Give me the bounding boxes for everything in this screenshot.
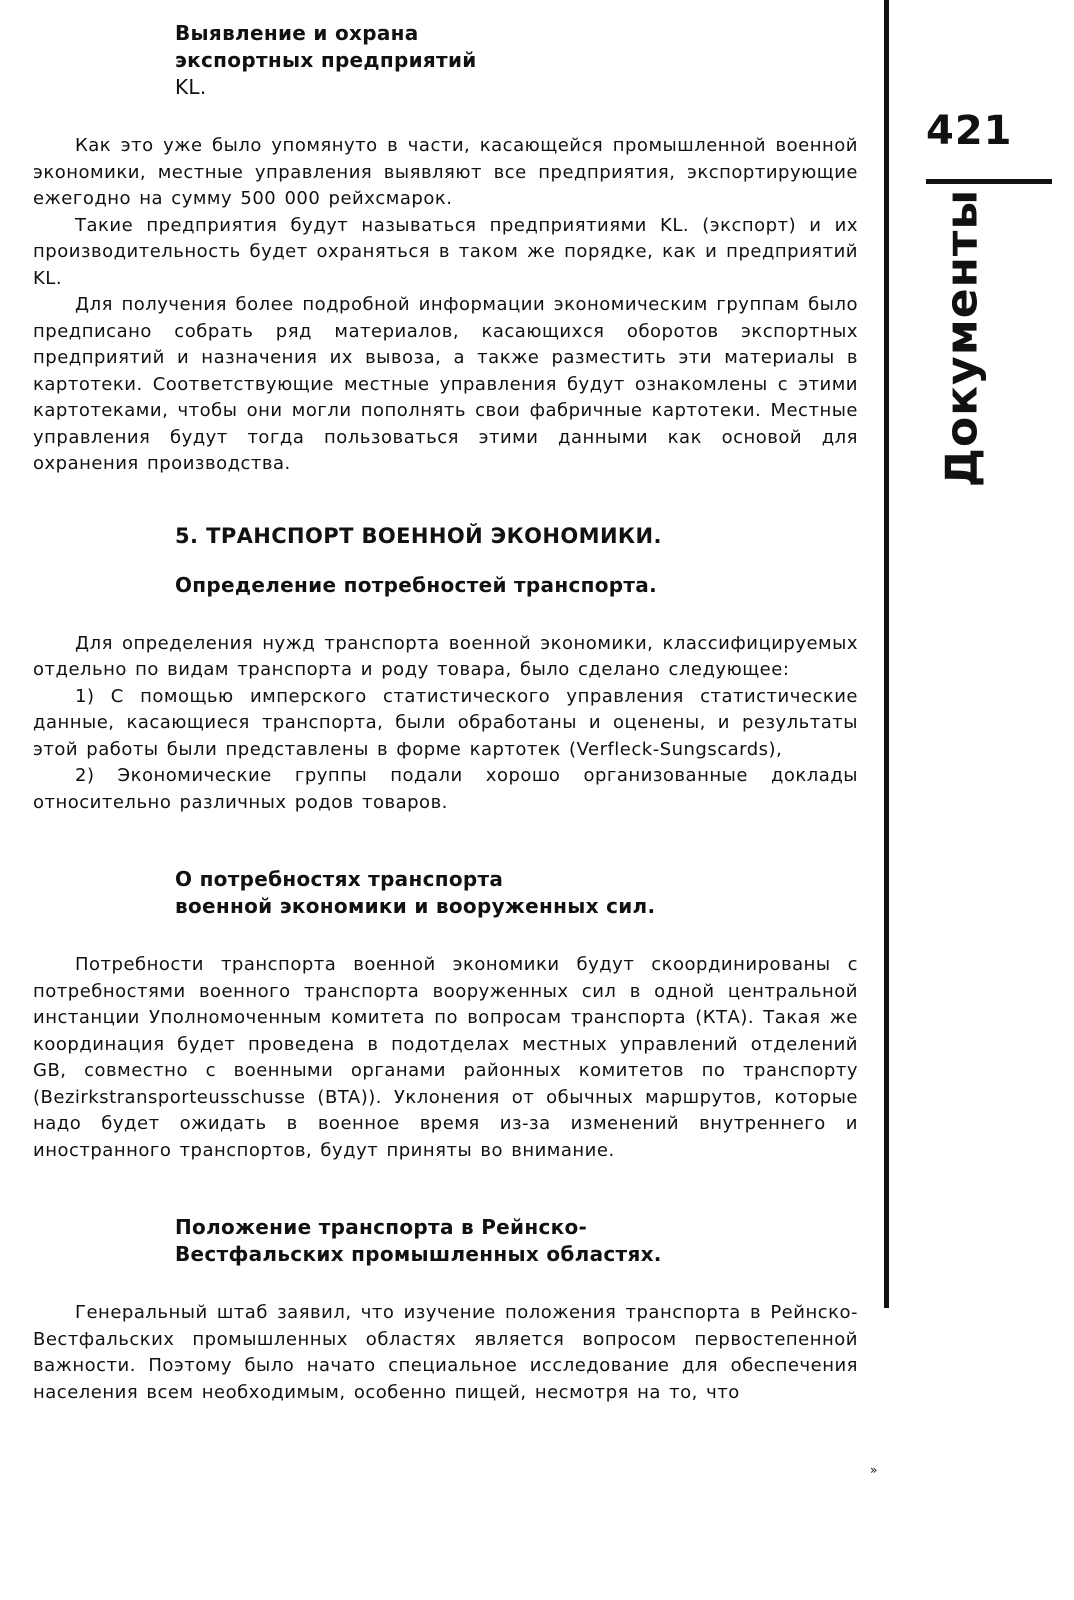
page-number: 421 [926,108,1013,154]
main-text-column [33,20,858,1406]
heading-line: О потребностях транспорта [175,867,504,891]
section-heading-export [175,20,858,101]
heading-line: Вестфальских промышленных областях. [175,1242,662,1266]
section-title-transport: 5. ТРАНСПОРТ ВОЕННОЙ ЭКОНОМИКИ. [175,523,662,548]
heading-line [175,47,858,101]
heading-line: Выявление и охрана [175,21,419,45]
paragraph: Для получения более подробной информации экономическим группам было предписано собрать ряд материалов, касающихся оборотов экспортных предприятий и назначения их вывоза, а также разместить эти материалы в картотеки. Соответствующие местные управления будут ознакомлены с этими картотеками, чтобы они могли пополнять свои фабричные картотеки. Местные управления будут тогда пользоваться этими данными как основой для охранения производства. [33,294,858,474]
section-side-label: Документы [936,188,988,488]
page-number-underline [926,179,1052,184]
subsection-heading-coordination [175,866,858,920]
heading-line: Положение транспорта в Рейнско- [175,1215,588,1239]
paragraph: Потребности транспорта военной экономики будут скоординированы с потребностями военного транспорта вооруженных сил в одной центральной инстанции Уполномоченным комитета по вопросам транспорта (КТА). Такая же координация будет проведена в подотделах местных управлений отделений GB, совместно с военными органами районных комитетов по транспорту (Bezirkstransporteusschusse (BTA)). Уклонения от обычных маршрутов, которые надо будет ожидать в военное время из-за изменений внутреннего и иностранного транспортов, будут приняты во внимание. [33,954,858,1161]
subsection-heading-needs: Определение потребностей транспорта. [175,572,657,597]
paragraph: Генеральный штаб заявил, что изучение положения транспорта в Рейнско-Вестфальских промышленных областях является вопросом первостепенной важности. Поэтому было начато специальное исследование для обеспечения населения всем необходимым, особенно пищей, несмотря на то, что [33,1302,858,1403]
margin-vertical-rule [884,0,889,1308]
paragraph: Такие предприятия будут называться предприятиями KL. (экспорт) и их производительность будет охраняться в таком же порядке, как и предприятий KL. [33,214,858,289]
paragraph: Для определения нужд транспорта военной экономики, классифицируемых отдельно по видам транспорта и роду товара, было сделано следующее: [33,632,858,680]
margin-mark: » [870,1463,878,1477]
heading-line: военной экономики и вооруженных сил. [175,894,656,918]
heading-plain-part: KL. [175,75,207,99]
subsection-heading-rhine-westphalia [175,1214,858,1268]
list-item: 1) С помощью имперского статистического управления статистические данные, касающиеся транспорта, были обработаны и оценены, и результаты этой работы были представлены в форме картотек (Verfleck-Sungscards), [33,685,858,760]
list-item: 2) Экономические группы подали хорошо организованные доклады относительно различных родов товаров. [33,765,858,813]
heading-bold-part: экспортных предприятий [175,48,477,72]
paragraph: Как это уже было упомянуто в части, касающейся промышленной военной экономики, местные управления выявляют все предприятия, экспортирующие ежегодно на сумму 500 000 рейхсмарок. [33,135,858,209]
